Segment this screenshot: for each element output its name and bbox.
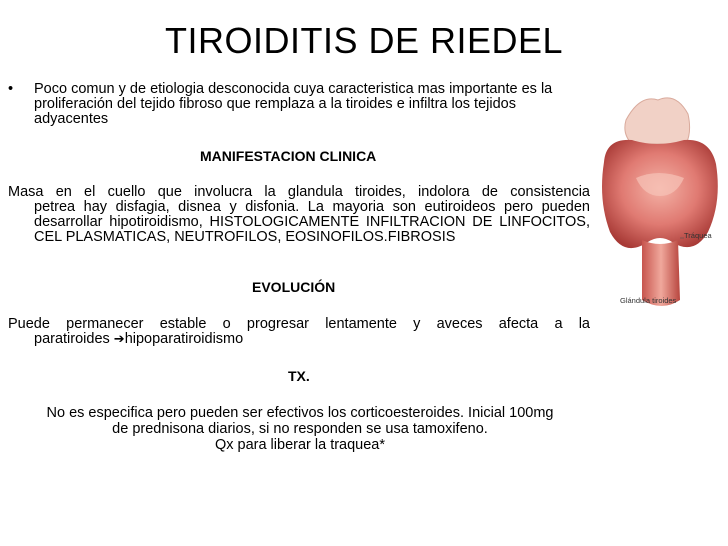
treatment-line-1: No es especifica pero pueden ser efectivos los corticoesteroides. Inicial 100mg [46, 405, 554, 421]
treatment-line-2: de prednisona diarios, si no responden se usa tamoxifeno. [112, 421, 488, 437]
clinical-paragraph [8, 185, 590, 245]
trachea-label: Tráquea [684, 231, 712, 240]
clinical-text-first: Masa en el cuello que involucra la glandula tiroides, indolora de consistencia [8, 184, 590, 200]
evolution-text-rest [8, 332, 590, 347]
arrow-right-icon: ➔ [113, 332, 125, 347]
evolution-text-first: Puede permanecer estable o progresar lentamente y aveces afecta a la [8, 316, 590, 332]
evolution-text-a: paratiroides [34, 331, 114, 347]
intro-text: Poco comun y de etiologia desconocida cuya caracteristica mas importante es la proliferación del tejido fibroso que remplaza a la tiroides e infiltra los tejidos adyacentes [34, 81, 553, 127]
intro-bullet [8, 82, 588, 127]
evolution-text-b: hipoparatiroidismo [124, 331, 244, 347]
slide-title: TIROIDITIS DE RIEDEL [164, 20, 564, 61]
figure-caption: Glándula tiroides [620, 296, 677, 305]
evolution-paragraph [8, 317, 590, 347]
evolution-heading: EVOLUCIÓN [252, 279, 336, 295]
clinical-text-rest: petrea hay disfagia, disnea y disfonia. La mayoria son eutiroideos pero pueden desarrollar hipotiroidismo, HISTOLOGICAMENTE INFILTRACION DE LINFOCITOS, CEL PLASMATICAS, NEUTROFILOS, EOSINOFILOS.FIBROSIS [34, 199, 590, 245]
larynx-shape [625, 98, 690, 144]
clinical-heading: MANIFESTACION CLINICA [200, 148, 377, 164]
thyroid-specimen-image [596, 92, 728, 322]
bullet-marker: • [8, 81, 14, 97]
treatment-line-3: Qx para liberar la traquea* [214, 437, 386, 453]
treatment-heading: TX. [288, 368, 310, 384]
